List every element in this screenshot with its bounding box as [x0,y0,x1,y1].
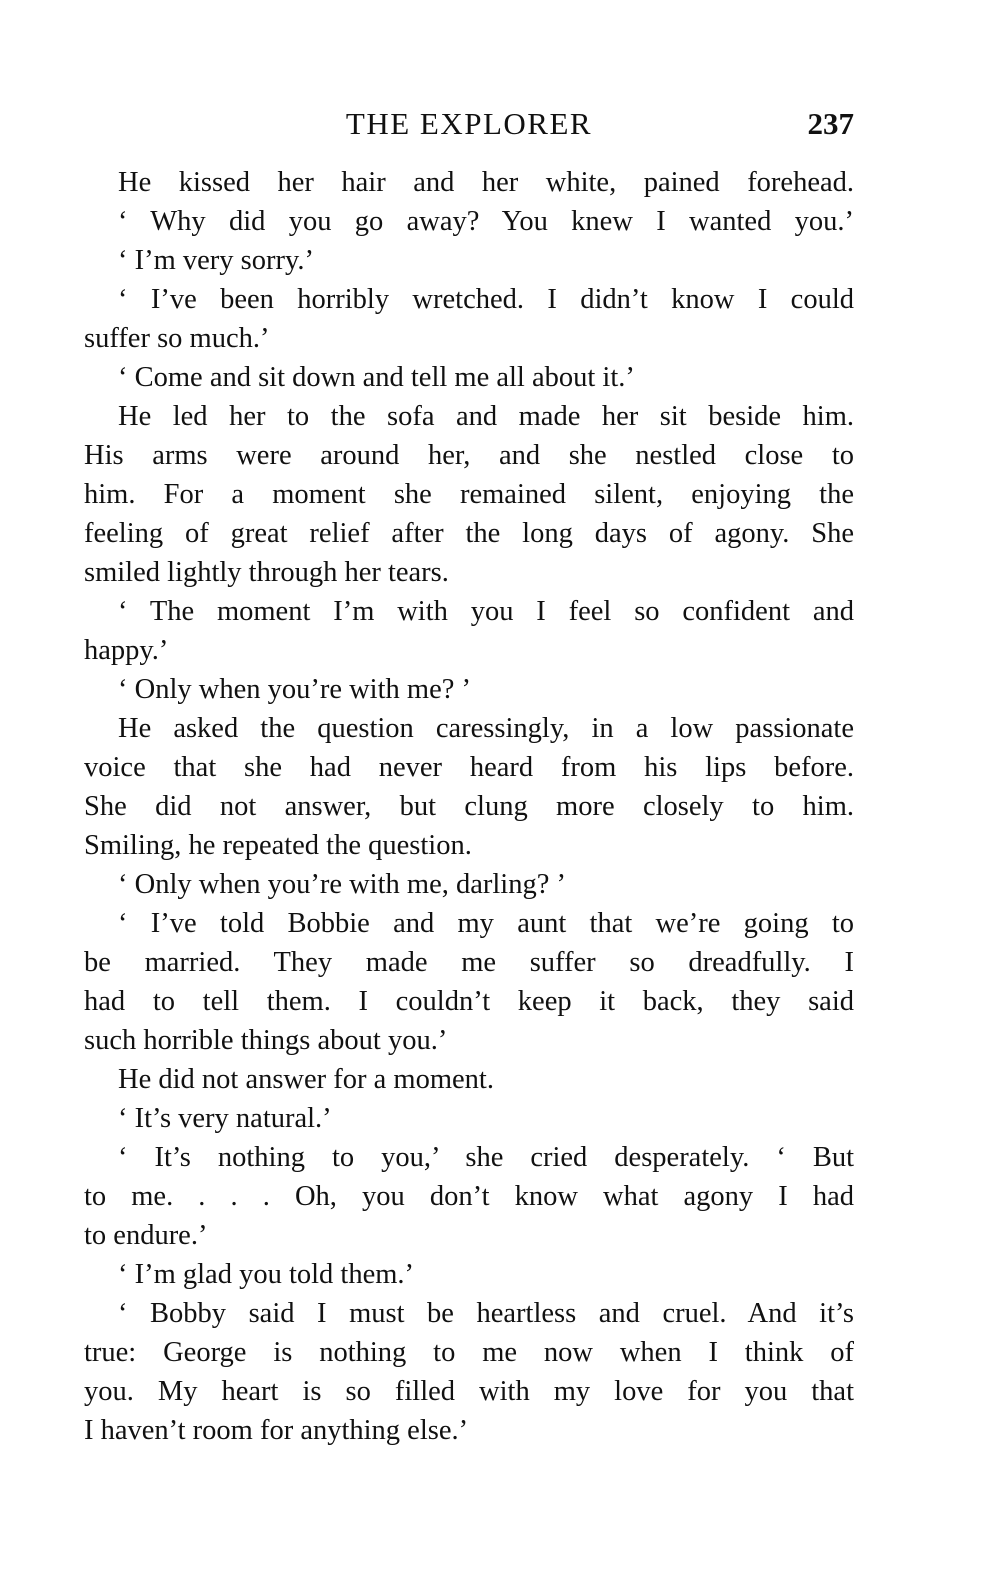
text-line: voice that she had never heard from his lips before. [84,752,854,783]
text-line: He did not answer for a moment. [118,1064,494,1095]
page-number: 237 [807,106,854,141]
text-line: ‘ Only when you’re with me? ’ [118,674,471,705]
text-line: to me. . . . Oh, you don’t know what agony I had [84,1181,854,1212]
text-line: such horrible things about you.’ [84,1025,448,1056]
text-line: ‘ I’m very sorry.’ [118,245,314,276]
text-line: true: George is nothing to me now when I think of [84,1337,854,1368]
text-line: happy.’ [84,635,169,666]
text-line: Smiling, he repeated the question. [84,830,472,861]
text-line: ‘ Bobby said I must be heartless and cruel. And it’s [118,1298,854,1329]
text-line: She did not answer, but clung more closely to him. [84,791,854,822]
text-line: I haven’t room for anything else.’ [84,1415,469,1446]
text-line: you. My heart is so filled with my love for you that [84,1376,854,1407]
text-line: He asked the question caressingly, in a low passionate [118,713,854,744]
text-line: He led her to the sofa and made her sit beside him. [118,401,854,432]
text-line: ‘ I’ve told Bobbie and my aunt that we’re going to [118,908,854,939]
text-line: His arms were around her, and she nestled close to [84,440,854,471]
body-text [84,163,854,1450]
text-line: smiled lightly through her tears. [84,557,449,588]
text-line: He kissed her hair and her white, pained forehead. [118,167,854,198]
text-line: ‘ Why did you go away? You knew I wanted you.’ [118,206,854,237]
running-head [84,102,854,146]
text-line: suffer so much.’ [84,323,270,354]
text-line: ‘ I’m glad you told them.’ [118,1259,415,1290]
running-title: THE EXPLORER [345,106,593,141]
text-line: be married. They made me suffer so dreadfully. I [84,947,854,978]
text-line: him. For a moment she remained silent, enjoying the [84,479,854,510]
text-line: had to tell them. I couldn’t keep it back, they said [84,986,854,1017]
text-line: ‘ The moment I’m with you I feel so confident and [118,596,854,627]
text-line: ‘ It’s very natural.’ [118,1103,332,1134]
text-line: ‘ It’s nothing to you,’ she cried desperately. ‘ But [118,1142,854,1173]
text-line: ‘ I’ve been horribly wretched. I didn’t know I could [118,284,854,315]
text-line: to endure.’ [84,1220,208,1251]
text-line: ‘ Come and sit down and tell me all about it.’ [118,362,635,393]
text-line: feeling of great relief after the long days of agony. She [84,518,854,549]
text-line: ‘ Only when you’re with me, darling? ’ [118,869,566,900]
